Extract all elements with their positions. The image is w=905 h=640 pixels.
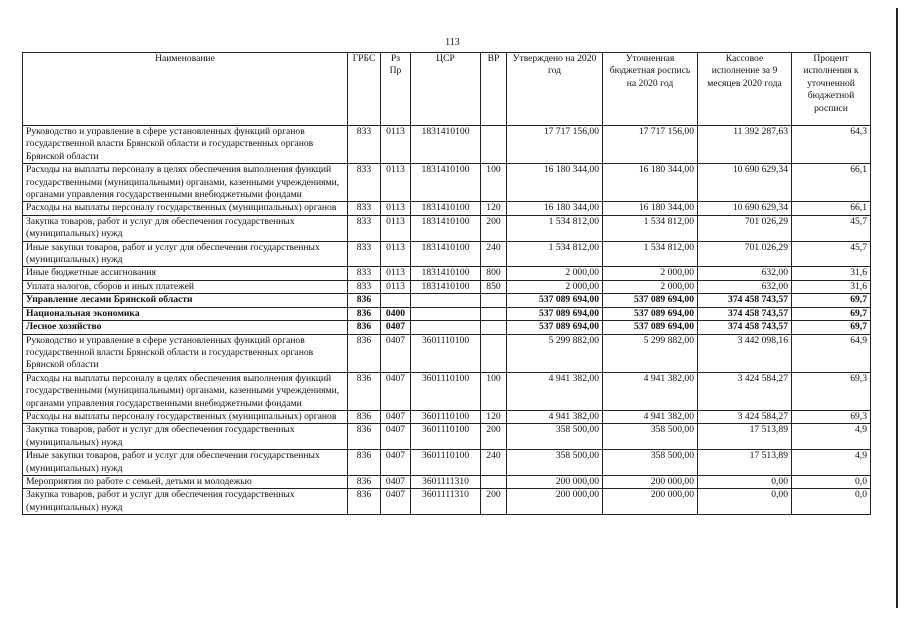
cell-specified: 2 000,00 [603, 280, 698, 293]
cell-csr [411, 307, 481, 320]
cell-percent: 45,7 [792, 241, 871, 267]
cell-rzpr [381, 294, 411, 307]
cell-vr: 120 [481, 202, 507, 215]
cell-percent: 69,7 [792, 307, 871, 320]
cell-specified: 537 089 694,00 [603, 321, 698, 334]
cell-cash: 0,00 [698, 489, 792, 515]
cell-vr: 200 [481, 215, 507, 241]
cell-grbs: 833 [348, 126, 381, 164]
cell-specified: 1 534 812,00 [603, 215, 698, 241]
cell-specified: 16 180 344,00 [603, 202, 698, 215]
cell-name: Закупка товаров, работ и услуг для обеспечения государственных (муниципальных) нужд [23, 489, 348, 515]
table-row [23, 215, 871, 241]
cell-grbs: 836 [348, 372, 381, 410]
cell-approved: 537 089 694,00 [507, 294, 603, 307]
cell-percent: 64,3 [792, 126, 871, 164]
cell-vr: 200 [481, 489, 507, 515]
cell-name: Управление лесами Брянской области [23, 294, 348, 307]
cell-cash: 17 513,89 [698, 450, 792, 476]
cell-cash: 632,00 [698, 280, 792, 293]
cell-name: Закупка товаров, работ и услуг для обеспечения государственных (муниципальных) нужд [23, 215, 348, 241]
cell-approved: 4 941 382,00 [507, 410, 603, 423]
cell-grbs: 836 [348, 307, 381, 320]
cell-specified: 2 000,00 [603, 267, 698, 280]
header-rzpr: Рз Пр [381, 53, 411, 126]
table-row [23, 450, 871, 476]
cell-vr: 800 [481, 267, 507, 280]
cell-rzpr: 0407 [381, 321, 411, 334]
cell-grbs: 833 [348, 215, 381, 241]
cell-name: Уплата налогов, сборов и иных платежей [23, 280, 348, 293]
page-number: 113 [445, 37, 460, 48]
cell-approved: 200 000,00 [507, 475, 603, 488]
cell-vr: 100 [481, 164, 507, 202]
cell-vr [481, 307, 507, 320]
cell-percent: 66,1 [792, 164, 871, 202]
cell-vr [481, 294, 507, 307]
table-row [23, 475, 871, 488]
cell-cash: 11 392 287,63 [698, 126, 792, 164]
cell-cash: 374 458 743,57 [698, 307, 792, 320]
cell-approved: 17 717 156,00 [507, 126, 603, 164]
cell-vr: 120 [481, 410, 507, 423]
header-specified: Уточненная бюджетная роспись на 2020 год [603, 53, 698, 126]
cell-percent: 0,0 [792, 475, 871, 488]
cell-csr: 3601110100 [411, 372, 481, 410]
cell-vr [481, 321, 507, 334]
table-row [23, 410, 871, 423]
header-vr: ВР [481, 53, 507, 126]
cell-rzpr: 0407 [381, 410, 411, 423]
cell-specified: 537 089 694,00 [603, 294, 698, 307]
cell-csr: 3601111310 [411, 489, 481, 515]
cell-csr: 3601110100 [411, 450, 481, 476]
cell-percent: 69,3 [792, 372, 871, 410]
cell-csr [411, 321, 481, 334]
cell-csr [411, 294, 481, 307]
cell-cash: 701 026,29 [698, 215, 792, 241]
table-row [23, 424, 871, 450]
table-row [23, 307, 871, 320]
cell-approved: 16 180 344,00 [507, 202, 603, 215]
table-row [23, 294, 871, 307]
cell-grbs: 836 [348, 294, 381, 307]
cell-vr: 100 [481, 372, 507, 410]
table-row [23, 202, 871, 215]
cell-name: Руководство и управление в сфере установленных функций органов государственной власти Брянской области и государственных органов Брянской области [23, 126, 348, 164]
cell-name: Иные закупки товаров, работ и услуг для обеспечения государственных (муниципальных) нужд [23, 450, 348, 476]
cell-name: Руководство и управление в сфере установленных функций органов государственной власти Брянской области и государственных органов Брянской области [23, 334, 348, 372]
cell-csr: 3601111310 [411, 475, 481, 488]
header-csr: ЦСР [411, 53, 481, 126]
cell-specified: 4 941 382,00 [603, 372, 698, 410]
cell-specified: 16 180 344,00 [603, 164, 698, 202]
cell-csr: 1831410100 [411, 267, 481, 280]
cell-grbs: 836 [348, 489, 381, 515]
cell-approved: 5 299 882,00 [507, 334, 603, 372]
table-row [23, 321, 871, 334]
cell-name: Иные бюджетные ассигнования [23, 267, 348, 280]
cell-name: Расходы на выплаты персоналу государственных (муниципальных) органов [23, 202, 348, 215]
cell-percent: 69,3 [792, 410, 871, 423]
cell-rzpr: 0113 [381, 280, 411, 293]
header-name: Наименование [23, 53, 348, 126]
cell-grbs: 833 [348, 164, 381, 202]
cell-cash: 3 442 098,16 [698, 334, 792, 372]
cell-csr: 1831410100 [411, 280, 481, 293]
cell-cash: 10 690 629,34 [698, 202, 792, 215]
cell-approved: 1 534 812,00 [507, 215, 603, 241]
cell-percent: 66,1 [792, 202, 871, 215]
cell-rzpr: 0113 [381, 267, 411, 280]
cell-vr [481, 475, 507, 488]
cell-approved: 16 180 344,00 [507, 164, 603, 202]
cell-vr [481, 126, 507, 164]
cell-cash: 632,00 [698, 267, 792, 280]
cell-cash: 374 458 743,57 [698, 321, 792, 334]
cell-grbs: 836 [348, 334, 381, 372]
cell-rzpr: 0113 [381, 164, 411, 202]
header-cash: Кассовое исполнение за 9 месяцев 2020 года [698, 53, 792, 126]
cell-grbs: 836 [348, 410, 381, 423]
cell-csr: 1831410100 [411, 202, 481, 215]
cell-rzpr: 0400 [381, 307, 411, 320]
cell-cash: 3 424 584,27 [698, 372, 792, 410]
cell-percent: 69,7 [792, 321, 871, 334]
cell-specified: 200 000,00 [603, 489, 698, 515]
cell-rzpr: 0407 [381, 372, 411, 410]
header-grbs: ГРБС [348, 53, 381, 126]
cell-vr: 200 [481, 424, 507, 450]
cell-csr: 1831410100 [411, 164, 481, 202]
table-row [23, 164, 871, 202]
header-percent: Процент исполнения к уточненной бюджетной росписи [792, 53, 871, 126]
cell-vr: 240 [481, 450, 507, 476]
table-row [23, 372, 871, 410]
cell-specified: 358 500,00 [603, 450, 698, 476]
cell-cash: 701 026,29 [698, 241, 792, 267]
cell-csr: 1831410100 [411, 126, 481, 164]
cell-percent: 31,6 [792, 267, 871, 280]
cell-approved: 358 500,00 [507, 450, 603, 476]
table-row [23, 489, 871, 515]
cell-grbs: 836 [348, 424, 381, 450]
cell-grbs: 833 [348, 280, 381, 293]
cell-approved: 2 000,00 [507, 280, 603, 293]
cell-name: Иные закупки товаров, работ и услуг для обеспечения государственных (муниципальных) нужд [23, 241, 348, 267]
cell-cash: 10 690 629,34 [698, 164, 792, 202]
cell-percent: 64,9 [792, 334, 871, 372]
cell-name: Расходы на выплаты персоналу в целях обеспечения выполнения функций государственными (муниципальными) органами, казенными учреждениями, органами управления государственными внебюджетными фондами [23, 372, 348, 410]
cell-grbs: 836 [348, 321, 381, 334]
cell-name: Закупка товаров, работ и услуг для обеспечения государственных (муниципальных) нужд [23, 424, 348, 450]
cell-percent: 31,6 [792, 280, 871, 293]
cell-percent: 69,7 [792, 294, 871, 307]
cell-csr: 3601110100 [411, 410, 481, 423]
cell-specified: 358 500,00 [603, 424, 698, 450]
cell-rzpr: 0113 [381, 215, 411, 241]
cell-percent: 4,9 [792, 450, 871, 476]
cell-grbs: 833 [348, 267, 381, 280]
cell-name: Национальная экономика [23, 307, 348, 320]
table-row [23, 334, 871, 372]
cell-specified: 4 941 382,00 [603, 410, 698, 423]
cell-grbs: 836 [348, 450, 381, 476]
table-row [23, 126, 871, 164]
cell-approved: 537 089 694,00 [507, 307, 603, 320]
cell-name: Расходы на выплаты персоналу в целях обеспечения выполнения функций государственными (муниципальными) органами, казенными учреждениями, органами управления государственными внебюджетными фондами [23, 164, 348, 202]
cell-percent: 45,7 [792, 215, 871, 241]
cell-specified: 537 089 694,00 [603, 307, 698, 320]
cell-rzpr: 0407 [381, 450, 411, 476]
table-header-row [23, 53, 871, 126]
cell-csr: 1831410100 [411, 241, 481, 267]
cell-grbs: 833 [348, 241, 381, 267]
cell-cash: 0,00 [698, 475, 792, 488]
header-approved: Утверждено на 2020 год [507, 53, 603, 126]
table-row [23, 267, 871, 280]
cell-vr: 240 [481, 241, 507, 267]
cell-vr: 850 [481, 280, 507, 293]
cell-approved: 200 000,00 [507, 489, 603, 515]
cell-percent: 0,0 [792, 489, 871, 515]
cell-rzpr: 0113 [381, 126, 411, 164]
cell-grbs: 836 [348, 475, 381, 488]
cell-vr [481, 334, 507, 372]
cell-cash: 3 424 584,27 [698, 410, 792, 423]
cell-approved: 1 534 812,00 [507, 241, 603, 267]
cell-cash: 374 458 743,57 [698, 294, 792, 307]
cell-approved: 2 000,00 [507, 267, 603, 280]
cell-name: Мероприятия по работе с семьей, детьми и молодежью [23, 475, 348, 488]
cell-rzpr: 0407 [381, 475, 411, 488]
cell-grbs: 833 [348, 202, 381, 215]
cell-specified: 200 000,00 [603, 475, 698, 488]
cell-approved: 358 500,00 [507, 424, 603, 450]
cell-approved: 4 941 382,00 [507, 372, 603, 410]
cell-csr: 1831410100 [411, 215, 481, 241]
cell-rzpr: 0113 [381, 241, 411, 267]
cell-name: Расходы на выплаты персоналу государственных (муниципальных) органов [23, 410, 348, 423]
table-row [23, 280, 871, 293]
cell-name: Лесное хозяйство [23, 321, 348, 334]
cell-rzpr: 0113 [381, 202, 411, 215]
cell-rzpr: 0407 [381, 424, 411, 450]
cell-rzpr: 0407 [381, 334, 411, 372]
budget-table [22, 52, 871, 515]
table-row [23, 241, 871, 267]
cell-specified: 5 299 882,00 [603, 334, 698, 372]
cell-cash: 17 513,89 [698, 424, 792, 450]
cell-approved: 537 089 694,00 [507, 321, 603, 334]
cell-percent: 4,9 [792, 424, 871, 450]
scan-edge-line [896, 8, 898, 608]
cell-rzpr: 0407 [381, 489, 411, 515]
cell-csr: 3601110100 [411, 424, 481, 450]
cell-specified: 1 534 812,00 [603, 241, 698, 267]
cell-specified: 17 717 156,00 [603, 126, 698, 164]
cell-csr: 3601110100 [411, 334, 481, 372]
